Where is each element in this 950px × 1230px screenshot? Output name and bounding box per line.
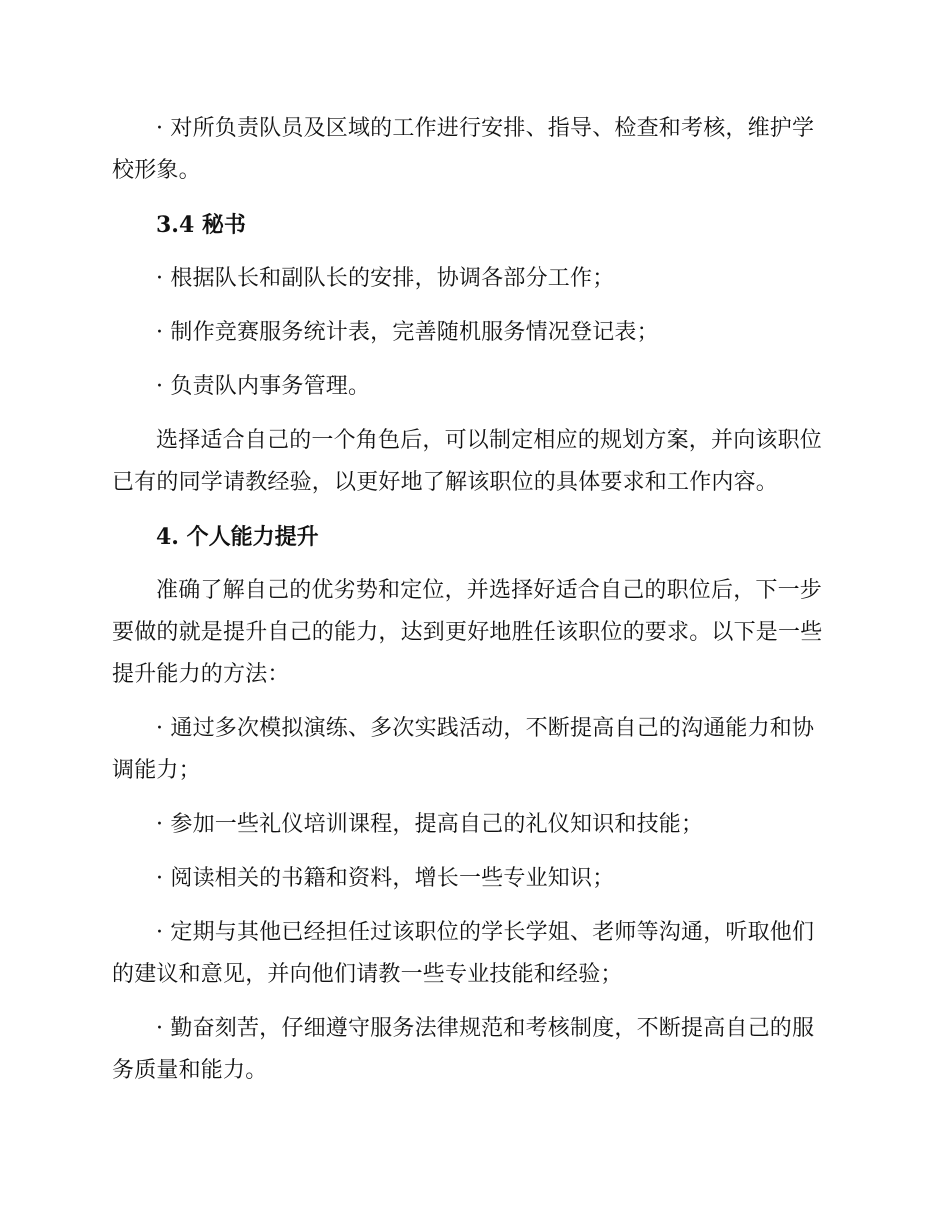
spacer <box>112 996 832 1008</box>
spacer <box>112 846 832 858</box>
bullet-paragraph: · 定期与其他已经担任过该职位的学长学姐、老师等沟通，听取他们的建议和意见，并向他们请教一些专业技能和经验； <box>112 920 815 987</box>
bullet-paragraph: · 对所负责队员及区域的工作进行安排、指导、检查和考核，维护学校形象。 <box>112 116 815 183</box>
spacer <box>112 504 832 516</box>
bullet-paragraph: · 制作竞赛服务统计表，完善随机服务情况登记表； <box>156 320 659 345</box>
bullet-paragraph: · 通过多次模拟演练、多次实践活动，不断提高自己的沟通能力和协调能力； <box>112 716 815 783</box>
spacer <box>112 558 832 570</box>
section-heading: 4. 个人能力提升 <box>156 524 319 550</box>
spacer <box>112 696 832 708</box>
bullet-paragraph: · 根据队长和副队长的安排，协调各部分工作； <box>156 266 615 291</box>
spacer <box>112 300 832 312</box>
spacer <box>112 354 832 366</box>
spacer <box>112 408 832 420</box>
bullet-paragraph: · 勤奋刻苦，仔细遵守服务法律规范和考核制度，不断提高自己的服务质量和能力。 <box>112 1016 815 1083</box>
spacer <box>112 192 832 204</box>
section-heading: 3.4 秘书 <box>156 212 246 238</box>
spacer <box>112 792 832 804</box>
bullet-paragraph: · 阅读相关的书籍和资料，增长一些专业知识； <box>156 866 615 891</box>
body-paragraph: 准确了解自己的优劣势和定位，并选择好适合自己的职位后，下一步要做的就是提升自己的能力，达到更好地胜任该职位的要求。以下是一些提升能力的方法： <box>112 578 823 687</box>
body-paragraph: 选择适合自己的一个角色后，可以制定相应的规划方案，并向该职位已有的同学请教经验，以更好地了解该职位的具体要求和工作内容。 <box>112 428 823 495</box>
spacer <box>112 900 832 912</box>
document-body <box>112 108 832 1092</box>
bullet-paragraph: · 参加一些礼仪培训课程，提高自己的礼仪知识和技能； <box>156 812 704 837</box>
bullet-paragraph: · 负责队内事务管理。 <box>156 374 371 399</box>
spacer <box>112 246 832 258</box>
